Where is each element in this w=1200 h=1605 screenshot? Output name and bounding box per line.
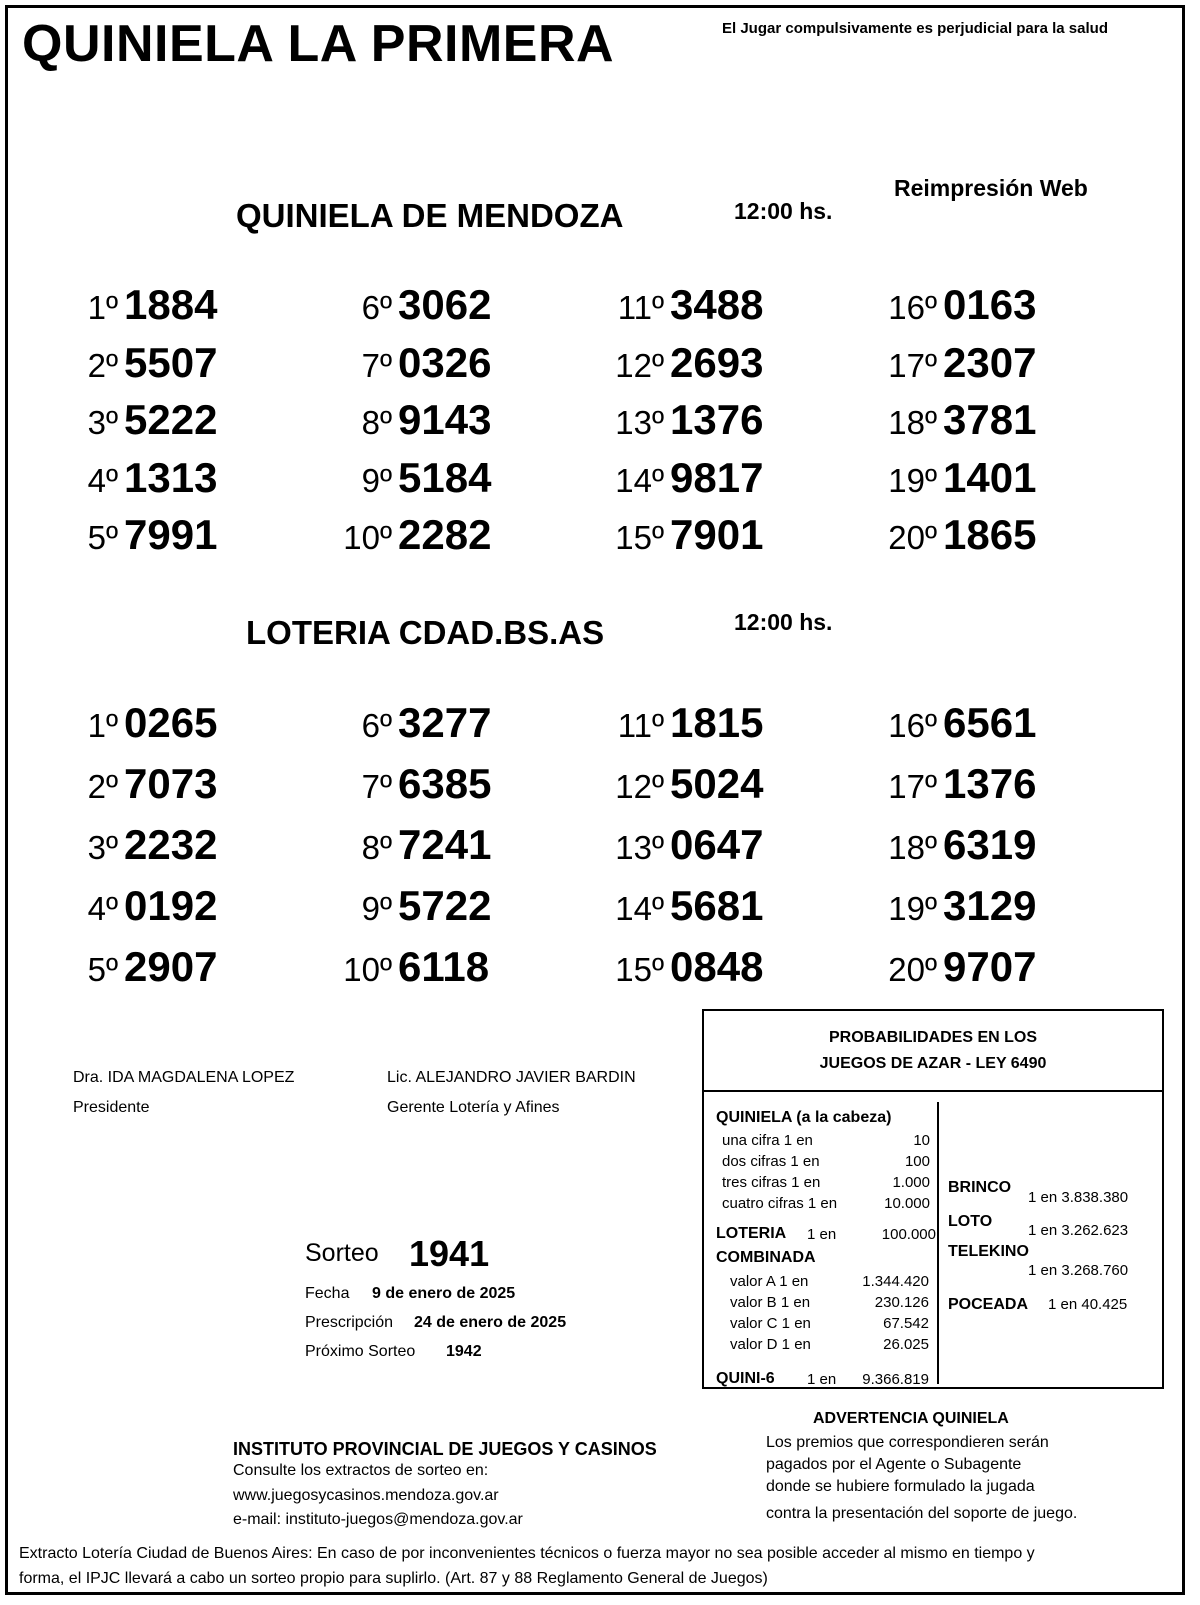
- result-position: 2º: [87, 768, 118, 805]
- result-number: 0326: [398, 338, 492, 386]
- result-number: 3781: [943, 396, 1037, 443]
- probability-row-label: valor D 1 en: [730, 1336, 811, 1353]
- signature-name-president: Dra. IDA MAGDALENA LOPEZ: [73, 1069, 295, 1086]
- draw-result: [594, 511, 764, 558]
- prescripcion-label: Prescripción: [305, 1314, 394, 1331]
- result-number: 0265: [124, 699, 218, 746]
- result-position: 9º: [361, 461, 392, 499]
- result-number: 5722: [398, 882, 492, 929]
- result-position: 16º: [888, 289, 937, 326]
- result-position: 19º: [888, 461, 937, 499]
- result-position: 20º: [888, 951, 937, 988]
- probability-row-label: tres cifras 1 en: [722, 1174, 821, 1191]
- result-position: 8º: [361, 404, 392, 441]
- draw-result: [867, 338, 1037, 386]
- result-number: 2307: [943, 338, 1037, 386]
- draw-result: [594, 943, 764, 990]
- draw-result: [48, 511, 218, 558]
- poceada-label: POCEADA: [948, 1296, 1029, 1313]
- result-number: 1884: [124, 281, 218, 328]
- result-number: 2907: [124, 943, 218, 990]
- signature-role-manager: Gerente Lotería y Afines: [387, 1099, 560, 1116]
- probability-row-label: valor A 1 en: [730, 1273, 809, 1290]
- advertencia-line-2: pagados por el Agente o Subagente: [766, 1456, 1022, 1473]
- draw-result: [594, 338, 764, 386]
- result-position: 18º: [888, 829, 937, 866]
- draw-result: [594, 453, 764, 501]
- result-position: 12º: [615, 768, 664, 805]
- combinada-heading: COMBINADA: [716, 1249, 816, 1266]
- draw-result: [48, 453, 218, 501]
- draw-result: [867, 396, 1037, 443]
- result-number: 1376: [943, 760, 1037, 807]
- result-position: 6º: [361, 707, 392, 744]
- draw-result: [594, 699, 764, 746]
- result-position: 4º: [87, 461, 118, 499]
- advertencia-line-4: contra la presentación del soporte de juego.: [766, 1505, 1078, 1522]
- footer-line-1: Extracto Lotería Ciudad de Buenos Aires: En caso de por inconvenientes técnicos o fuerza mayor no sea posible acceder al mismo en tiempo y: [19, 1545, 1035, 1562]
- draw-result: [48, 821, 218, 868]
- draw-result: [322, 760, 492, 807]
- section-title-mendoza: QUINIELA DE MENDOZA: [236, 197, 624, 234]
- result-position: 10º: [343, 519, 392, 556]
- section-title-loteria: LOTERIA CDAD.BS.AS: [246, 614, 605, 651]
- result-position: 14º: [615, 461, 664, 499]
- draw-result: [322, 338, 492, 386]
- loteria-text: 1 en: [807, 1226, 837, 1243]
- probabilities-box: [702, 1009, 1164, 1389]
- draw-result: [867, 511, 1037, 558]
- result-position: 15º: [615, 951, 664, 988]
- draw-result: [48, 396, 218, 443]
- result-number: 7991: [124, 511, 218, 558]
- probabilities-title-line1: PROBABILIDADES EN LOS: [828, 1029, 1037, 1046]
- result-number: 5681: [670, 882, 764, 929]
- signature-name-manager: Lic. ALEJANDRO JAVIER BARDIN: [387, 1069, 636, 1086]
- reprint-label: Reimpresión Web: [894, 175, 1088, 201]
- telekino-value: 1 en 3.268.760: [1028, 1262, 1129, 1279]
- draw-result: [322, 821, 492, 868]
- result-number: 3062: [398, 281, 492, 328]
- draw-result: [594, 281, 764, 328]
- result-position: 17º: [888, 768, 937, 805]
- draw-result: [867, 882, 1037, 929]
- result-number: 9817: [670, 453, 764, 501]
- result-position: 16º: [888, 707, 937, 744]
- draw-result: [867, 699, 1037, 746]
- result-number: 6385: [398, 760, 492, 807]
- health-warning: El Jugar compulsivamente es perjudicial para la salud: [722, 20, 1108, 37]
- probability-row-value: 1.344.420: [862, 1273, 929, 1290]
- result-number: 7241: [398, 821, 492, 868]
- quini6-label: QUINI-6: [716, 1370, 775, 1387]
- proximo-sorteo-label: Próximo Sorteo: [305, 1343, 416, 1360]
- advertencia-line-3: donde se hubiere formulado la jugada: [766, 1478, 1035, 1495]
- probability-row-value: 100: [904, 1153, 930, 1170]
- draw-result: [594, 821, 764, 868]
- result-number: 1376: [670, 396, 764, 443]
- result-position: 3º: [87, 404, 118, 441]
- brinco-label: BRINCO: [948, 1179, 1012, 1196]
- draw-result: [594, 396, 764, 443]
- probability-row-value: 26.025: [883, 1336, 929, 1353]
- result-number: 3129: [943, 882, 1037, 929]
- result-number: 1815: [670, 699, 764, 746]
- institute-name: INSTITUTO PROVINCIAL DE JUEGOS Y CASINOS: [233, 1439, 657, 1459]
- result-number: 9143: [398, 396, 492, 443]
- draw-result: [867, 453, 1037, 501]
- result-position: 14º: [615, 890, 664, 927]
- result-number: 0163: [943, 281, 1037, 328]
- result-position: 5º: [87, 951, 118, 988]
- quini6-value: 9.366.819: [862, 1371, 929, 1388]
- draw-result: [48, 281, 218, 328]
- draw-result: [322, 511, 492, 558]
- result-position: 20º: [888, 519, 937, 556]
- result-position: 11º: [617, 289, 664, 326]
- institute-website-link[interactable]: www.juegosycasinos.mendoza.gov.ar: [233, 1487, 499, 1504]
- result-position: 6º: [361, 289, 392, 326]
- result-position: 10º: [343, 951, 392, 988]
- proximo-sorteo-value: 1942: [446, 1343, 482, 1360]
- result-position: 18º: [888, 404, 937, 441]
- probability-row-label: valor B 1 en: [730, 1294, 811, 1311]
- draw-result: [322, 453, 492, 501]
- result-number: 3488: [670, 281, 764, 328]
- section-time-loteria: 12:00 hs.: [734, 609, 833, 635]
- result-position: 2º: [87, 346, 118, 384]
- probabilities-header: [704, 1011, 1162, 1092]
- result-position: 1º: [87, 289, 118, 326]
- institute-email-link[interactable]: e-mail: instituto-juegos@mendoza.gov.ar: [233, 1511, 523, 1528]
- result-position: 4º: [87, 890, 118, 927]
- result-position: 3º: [87, 829, 118, 866]
- telekino-label: TELEKINO: [948, 1243, 1029, 1260]
- result-position: 11º: [617, 707, 664, 744]
- probability-row-value: 67.542: [883, 1315, 929, 1332]
- loto-value: 1 en 3.262.623: [1028, 1222, 1129, 1239]
- probabilities-divider: [937, 1102, 939, 1384]
- draw-result: [322, 281, 492, 328]
- result-number: 5507: [124, 338, 218, 386]
- result-number: 6118: [398, 943, 490, 990]
- result-position: 19º: [888, 890, 937, 927]
- result-number: 0192: [124, 882, 218, 929]
- draw-result: [322, 396, 492, 443]
- advertencia-line-1: Los premios que correspondieren serán: [766, 1434, 1049, 1451]
- result-number: 0848: [670, 943, 764, 990]
- result-number: 7901: [670, 511, 764, 558]
- result-position: 5º: [87, 519, 118, 556]
- result-number: 3277: [398, 699, 492, 746]
- draw-result: [48, 943, 218, 990]
- result-position: 8º: [361, 829, 392, 866]
- draw-result: [48, 882, 218, 929]
- result-number: 2232: [124, 821, 218, 868]
- draw-result: [48, 338, 218, 386]
- result-number: 1313: [124, 453, 218, 501]
- result-number: 2282: [398, 511, 492, 558]
- probability-row-label: una cifra 1 en: [722, 1132, 813, 1149]
- result-position: 13º: [615, 829, 664, 866]
- result-number: 2693: [670, 338, 764, 386]
- result-number: 6319: [943, 821, 1037, 868]
- result-number: 9707: [943, 943, 1037, 990]
- section-time-mendoza: 12:00 hs.: [734, 198, 833, 224]
- poceada-value: 1 en 40.425: [1048, 1296, 1128, 1313]
- result-number: 5184: [398, 453, 492, 501]
- draw-result: [48, 760, 218, 807]
- sorteo-label: Sorteo: [305, 1239, 379, 1267]
- signature-role-president: Presidente: [73, 1099, 150, 1116]
- result-position: 7º: [361, 346, 392, 384]
- result-number: 1401: [943, 453, 1037, 501]
- result-position: 13º: [615, 404, 664, 441]
- draw-result: [48, 699, 218, 746]
- result-number: 7073: [124, 760, 218, 807]
- draw-result: [594, 882, 764, 929]
- draw-result: [322, 699, 492, 746]
- probability-row-value: 230.126: [874, 1294, 929, 1311]
- advertencia-title: ADVERTENCIA QUINIELA: [813, 1410, 1009, 1427]
- probability-row-value: 1.000: [892, 1174, 930, 1191]
- result-position: 17º: [888, 346, 937, 384]
- quiniela-heading: QUINIELA (a la cabeza): [716, 1109, 892, 1126]
- draw-result: [322, 882, 492, 929]
- institute-consult-text: Consulte los extractos de sorteo en:: [233, 1462, 489, 1479]
- result-position: 7º: [361, 768, 392, 805]
- loto-label: LOTO: [948, 1213, 993, 1230]
- draw-result: [867, 821, 1037, 868]
- page-title: QUINIELA LA PRIMERA: [22, 15, 615, 73]
- result-position: 15º: [615, 519, 664, 556]
- result-number: 1865: [943, 511, 1037, 558]
- draw-result: [867, 760, 1037, 807]
- footer-line-2: forma, el IPJC llevará a cabo un sorteo propio para suplirlo. (Art. 87 y 88 Reglamento General de Juegos): [19, 1570, 768, 1587]
- result-position: 12º: [615, 346, 664, 384]
- result-number: 5024: [670, 760, 764, 807]
- result-position: 1º: [87, 707, 118, 744]
- probability-row-label: dos cifras 1 en: [722, 1153, 820, 1170]
- prescripcion-value: 24 de enero de 2025: [414, 1314, 567, 1331]
- probabilities-title-line2: JUEGOS DE AZAR - LEY 6490: [819, 1055, 1047, 1072]
- probability-row-value: 10.000: [884, 1195, 930, 1212]
- result-number: 5222: [124, 396, 218, 443]
- draw-result: [867, 281, 1037, 328]
- probability-row-label: cuatro cifras 1 en: [722, 1195, 838, 1212]
- sorteo-number: 1941: [409, 1233, 490, 1274]
- loteria-value: 100.000: [881, 1226, 936, 1243]
- draw-result: [594, 760, 764, 807]
- fecha-value: 9 de enero de 2025: [372, 1285, 516, 1302]
- quini6-text: 1 en: [807, 1371, 837, 1388]
- probability-row-label: valor C 1 en: [730, 1315, 811, 1332]
- fecha-label: Fecha: [305, 1285, 350, 1302]
- result-position: 9º: [361, 890, 392, 927]
- draw-result: [322, 943, 490, 990]
- draw-result: [867, 943, 1037, 990]
- brinco-value: 1 en 3.838.380: [1028, 1189, 1129, 1206]
- result-number: 6561: [943, 699, 1037, 746]
- probability-row-value: 10: [913, 1132, 930, 1149]
- loteria-label: LOTERIA: [716, 1225, 787, 1242]
- result-number: 0647: [670, 821, 764, 868]
